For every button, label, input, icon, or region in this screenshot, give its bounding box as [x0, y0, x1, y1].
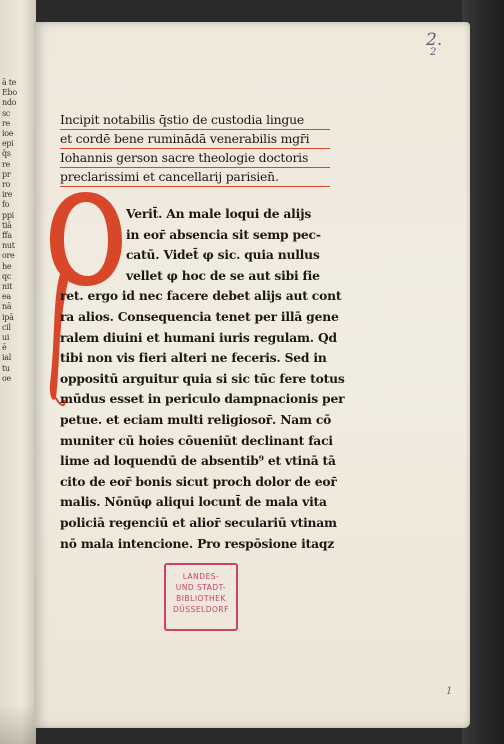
body-line: mūdus esset in periculo dampnacionis per: [60, 391, 345, 407]
facing-page-line: oe: [2, 373, 11, 383]
facing-page-line: ioe: [2, 129, 14, 139]
facing-page-line: nā: [2, 302, 12, 312]
folio-number: [426, 32, 442, 58]
facing-page-line: ial: [2, 353, 11, 363]
incipit-line: Incipit notabilis q̄stio de custodia lingue: [60, 110, 330, 130]
facing-page-line: epi: [2, 139, 14, 149]
stamp-line: BIBLIOTHEK: [176, 594, 226, 603]
corner-mark: 1: [446, 686, 453, 697]
body-line: lime ad loquendū de absentib⁹ et vtinā tā: [60, 453, 336, 469]
facing-page-line: Ebo: [2, 88, 17, 98]
stamp-line: DÜSSELDORF: [173, 605, 229, 614]
body-line: ralem diuini et humani iuris regulam. Qd: [60, 329, 337, 345]
body-line: nō mala intencione. Pro respōsione itaqz: [60, 535, 335, 551]
body-line: tibi non vis fieri alteri ne feceris. Sed in: [60, 350, 327, 366]
body-line: policiā regenciū et alior̄ seculariū vtinam: [60, 514, 337, 530]
body-line: ret. ergo id nec facere debet alijs aut cont: [60, 288, 342, 304]
folio-sub: 2: [430, 47, 437, 58]
facing-page-line: tu: [2, 363, 10, 373]
facing-page-line: fo: [2, 200, 10, 210]
facing-page-line: ui: [2, 333, 10, 343]
facing-page-line: nut: [2, 241, 15, 251]
facing-page-line: sc: [2, 108, 10, 118]
facing-page-line: ipā: [2, 312, 14, 322]
facing-page-edge: [0, 0, 36, 744]
body-line: ra alios. Consequencia tenet per illā gene: [60, 308, 339, 324]
body-line: vellet φ hoc de se aut sibi fie: [126, 267, 320, 283]
facing-page-line: tiā: [2, 220, 12, 230]
body-line: cito de eor̄ bonis sicut proch dolor de eor̄: [60, 473, 337, 489]
facing-page-line: ē: [2, 343, 7, 353]
body-line: in eor̄ absencia sit semp pec-: [126, 226, 321, 242]
facing-page-line: ppi: [2, 210, 14, 220]
facing-page-line: ā te: [2, 78, 17, 87]
incipit-line: Iohannis gerson sacre theologie doctoris: [60, 148, 330, 168]
body-line: catū. Videt̄ φ sic. quia nullus: [126, 247, 320, 263]
library-stamp: [164, 563, 238, 631]
facing-page-line: ire: [2, 190, 13, 200]
stamp-line: LANDES-: [182, 572, 220, 581]
incipit-line: et cordē bene ruminādā venerabilis mgr̄i: [60, 129, 330, 149]
facing-page-line: qc: [2, 271, 12, 281]
facing-page-line: q̄s: [2, 149, 11, 159]
facing-page-line: ndo: [2, 98, 17, 108]
incipit-line: preclarissimi et cancellarij parisien̄.: [60, 167, 330, 187]
facing-page-line: re: [2, 118, 10, 128]
facing-page-line: ro: [2, 180, 11, 190]
facing-page-line: ore: [2, 251, 15, 261]
facing-page-line: ffa: [2, 231, 12, 241]
facing-page-line: he: [2, 261, 12, 271]
body-line: Verit̄. An male loqui de alijs: [126, 206, 312, 221]
body-line: petue. et eciam multi religiosor̄. Nam cō: [60, 411, 332, 427]
stamp-line: UND STADT-: [175, 583, 227, 592]
facing-page-line: pr: [2, 169, 11, 179]
facing-page-text: [2, 78, 36, 384]
page-shadow: [0, 704, 36, 744]
body-line: muniter cū hoies cōueniūt declinant faci: [60, 432, 333, 448]
facing-page-line: nit: [2, 282, 13, 292]
folio-main: 2.: [426, 30, 443, 50]
incipit-rubric: [60, 110, 330, 186]
body-line: malis. Nōnūφ aliqui locunt̄ de mala vita: [60, 494, 327, 510]
facing-page-line: ea: [2, 292, 11, 302]
body-text-block: [60, 204, 345, 554]
body-line: oppositū arguitur quia si sic tūc fere totus: [60, 370, 345, 386]
facing-page-line: cil: [2, 322, 11, 332]
facing-page-line: re: [2, 159, 10, 169]
